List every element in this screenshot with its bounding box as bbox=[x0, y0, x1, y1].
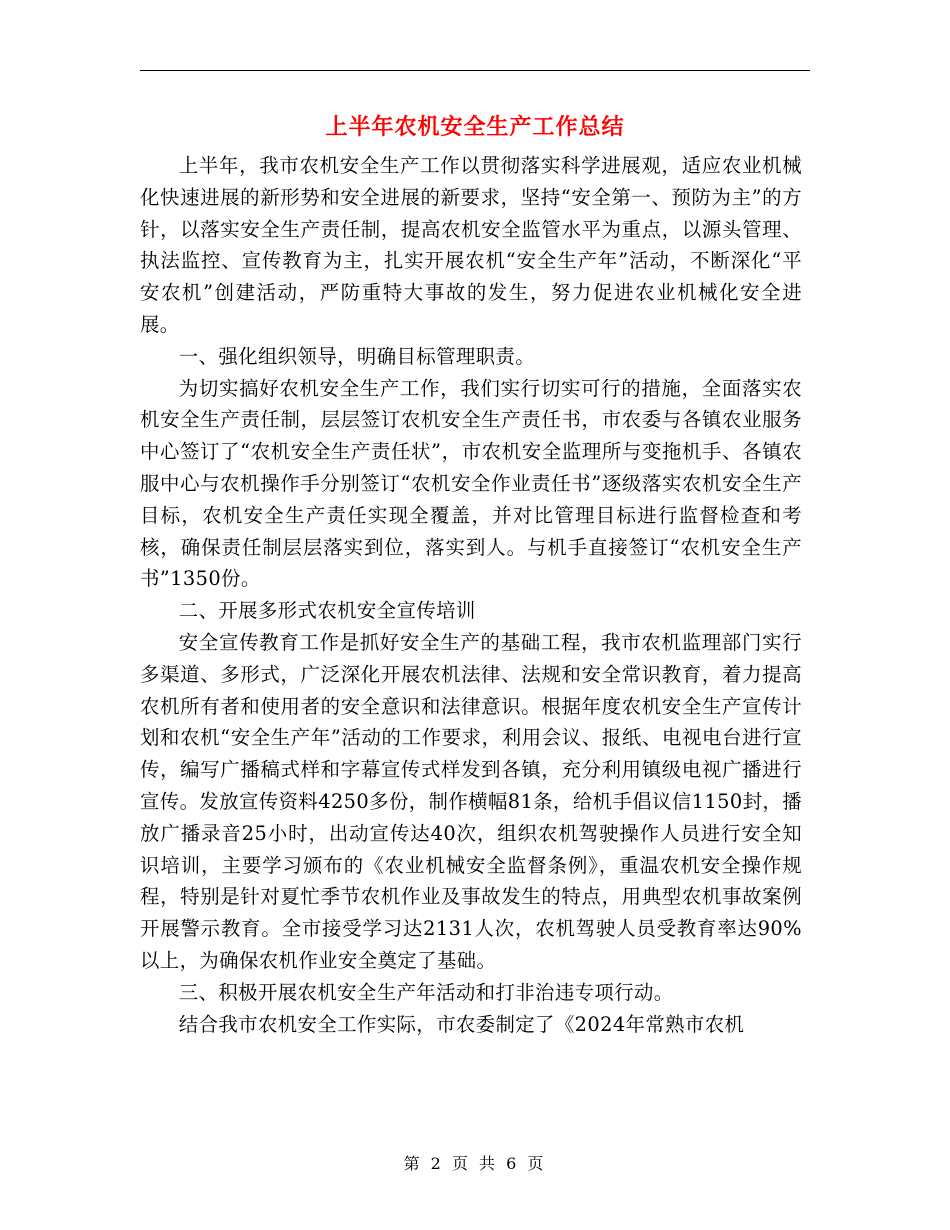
section-3-paragraph: 结合我市农机安全工作实际，市农委制定了《2024年常熟市农机 bbox=[178, 1012, 745, 1036]
section-1-paragraph: 为切实搞好农机安全生产工作，我们实行切实可行的措施，全面落实农机安全生产责任制，层层签订农机安全生产责任书，市农委与各镇农业服务中心签订了“农机安全生产责任状”，市农机安全监理所与变拖机手、各镇农服中心与农机操作手分别签订“农机安全作业责任书”逐级落实农机安全生产目标，农机安全生产责任实现全覆盖，并对比管理目标进行监督检查和考核，确保责任制层层落实到位，落实到人。与机手直接签订“农机安全生产书”1350份。 bbox=[140, 376, 802, 591]
header-rule bbox=[140, 70, 810, 71]
page-footer: 第 2 页 共 6 页 bbox=[403, 1154, 547, 1173]
intro-paragraph: 上半年，我市农机安全生产工作以贯彻落实科学进展观，适应农业机械化快速进展的新形势和安全进展的新要求，坚持“安全第一、预防为主”的方针，以落实安全生产责任制，提高农机安全监管水平为重点，以源头管理、执法监控、宣传教育为主，扎实开展农机“安全生产年”活动，不断深化“平安农机”创建活动，严防重特大事故的发生，努力促进农业机械化安全进展。 bbox=[140, 154, 802, 336]
section-heading-1: 一、强化组织领导，明确目标管理职责。 bbox=[178, 344, 536, 368]
section-heading-2: 二、开展多形式农机安全宣传培训 bbox=[178, 599, 476, 623]
document-body bbox=[140, 150, 802, 1040]
document-title: 上半年农机安全生产工作总结 bbox=[325, 114, 625, 140]
section-heading-3: 三、积极开展农机安全生产年活动和打非治违专项行动。 bbox=[178, 980, 674, 1004]
section-2-paragraph: 安全宣传教育工作是抓好安全生产的基础工程，我市农机监理部门实行多渠道、多形式，广泛深化开展农机法律、法规和安全常识教育，着力提高农机所有者和使用者的安全意识和法律意识。根据年度农机安全生产宣传计划和农机“安全生产年”活动的工作要求，利用会议、报纸、电视电台进行宣传，编写广播稿式样和字幕宣传式样发到各镇，充分利用镇级电视广播进行宣传。发放宣传资料4250多份，制作横幅81条，给机手倡议信1150封，播放广播录音25小时，出动宣传达40次，组织农机驾驶操作人员进行安全知识培训，主要学习颁布的《农业机械安全监督条例》，重温农机安全操作规程，特别是针对夏忙季节农机作业及事故发生的特点，用典型农机事故案例开展警示教育。全市接受学习达2131人次，农机驾驶人员受教育率达90%以上，为确保农机作业安全奠定了基础。 bbox=[140, 630, 802, 972]
